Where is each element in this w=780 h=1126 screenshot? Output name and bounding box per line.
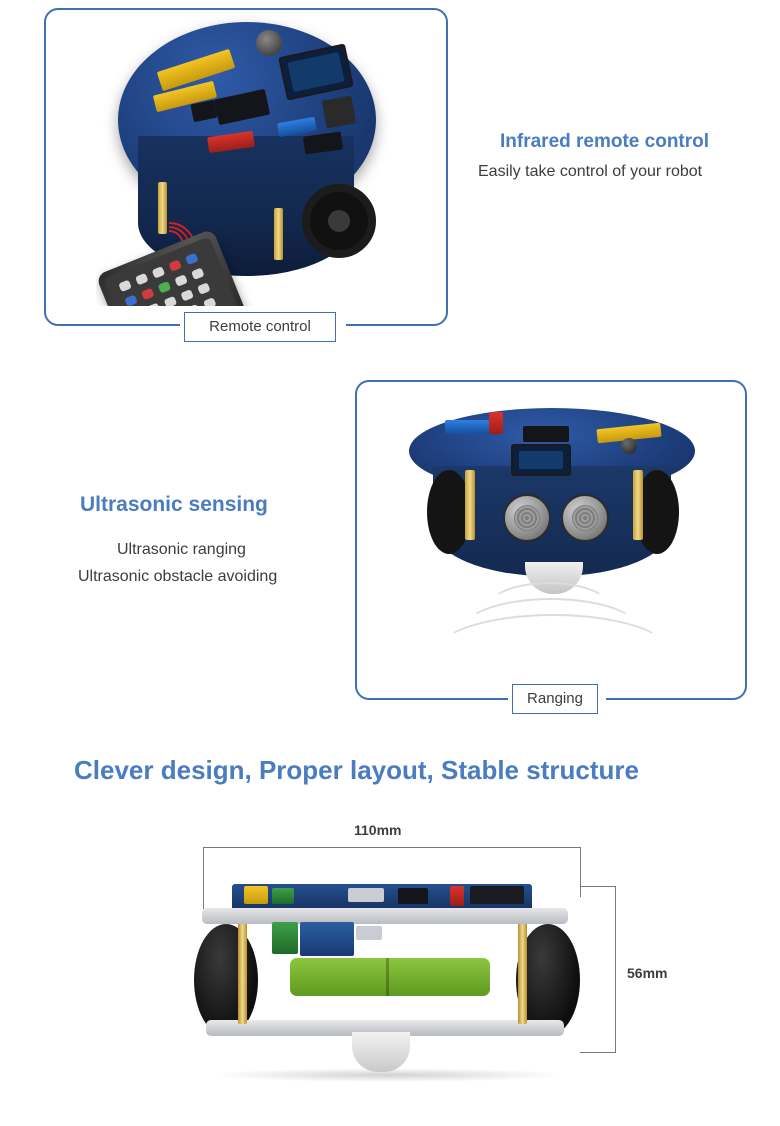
ic-socket [322,96,356,129]
ic-chip [398,888,428,904]
infrared-subtext: Easily take control of your robot [478,163,703,180]
copper-standoff [238,918,247,1024]
top-acrylic-plate [202,908,568,924]
height-guide-line [615,886,616,1052]
design-heading: Clever design, Proper layout, Stable structure [74,755,639,785]
usb-connector [348,888,384,902]
remote-button [191,268,205,280]
green-terminal-block [272,888,294,904]
remote-button [124,294,138,306]
caster-wheel [352,1032,410,1072]
battery-pack [290,958,490,996]
remote-button [164,296,178,306]
copper-standoff-right [274,208,283,260]
remote-button [186,304,200,306]
remote-button [158,281,172,293]
remote-button [141,288,155,300]
ic-chip [523,426,569,442]
ultrasonic-receiver [561,494,609,542]
infrared-heading: Infrared remote control [500,131,710,152]
height-dimension-label: 56mm [627,965,668,981]
robot-front-view-photo [383,386,719,656]
blue-pin-header [445,420,489,434]
remote-button [185,253,199,265]
remote-button [147,303,161,306]
oled-display [511,444,571,476]
ultrasonic-transmitter [503,494,551,542]
remote-button [197,282,211,294]
ultrasonic-subtext-ranging: Ultrasonic ranging [117,541,246,558]
capacitor [621,438,637,454]
copper-standoff [633,470,643,540]
width-guide-line [203,847,581,848]
remote-button [152,266,166,278]
width-dimension-label: 110mm [354,822,402,838]
callout-remote-control: Remote control [184,312,336,342]
robot-top-view-photo [96,16,416,306]
red-pin-header [489,412,503,434]
ultrasonic-heading: Ultrasonic sensing [80,493,268,516]
copper-standoff [518,918,527,1024]
remote-button [168,259,182,271]
robot-side-view-photo [180,860,600,1090]
remote-button [180,289,194,301]
remote-button [203,297,217,306]
green-module [272,922,298,954]
callout-ranging: Ranging [512,684,598,714]
remote-button [135,273,149,285]
ultrasonic-subtext-obstacle: Ultrasonic obstacle avoiding [78,568,278,585]
buzzer [256,30,282,56]
remote-button [118,280,132,292]
battery-cell-divider [386,958,389,996]
motor-driver [300,922,354,956]
remote-button [174,274,188,286]
copper-standoff [465,470,475,540]
micro-usb-port [356,926,382,940]
yellow-connector [244,886,268,904]
red-connector [450,886,464,906]
black-header [470,886,524,904]
robot-wheel [302,184,376,258]
